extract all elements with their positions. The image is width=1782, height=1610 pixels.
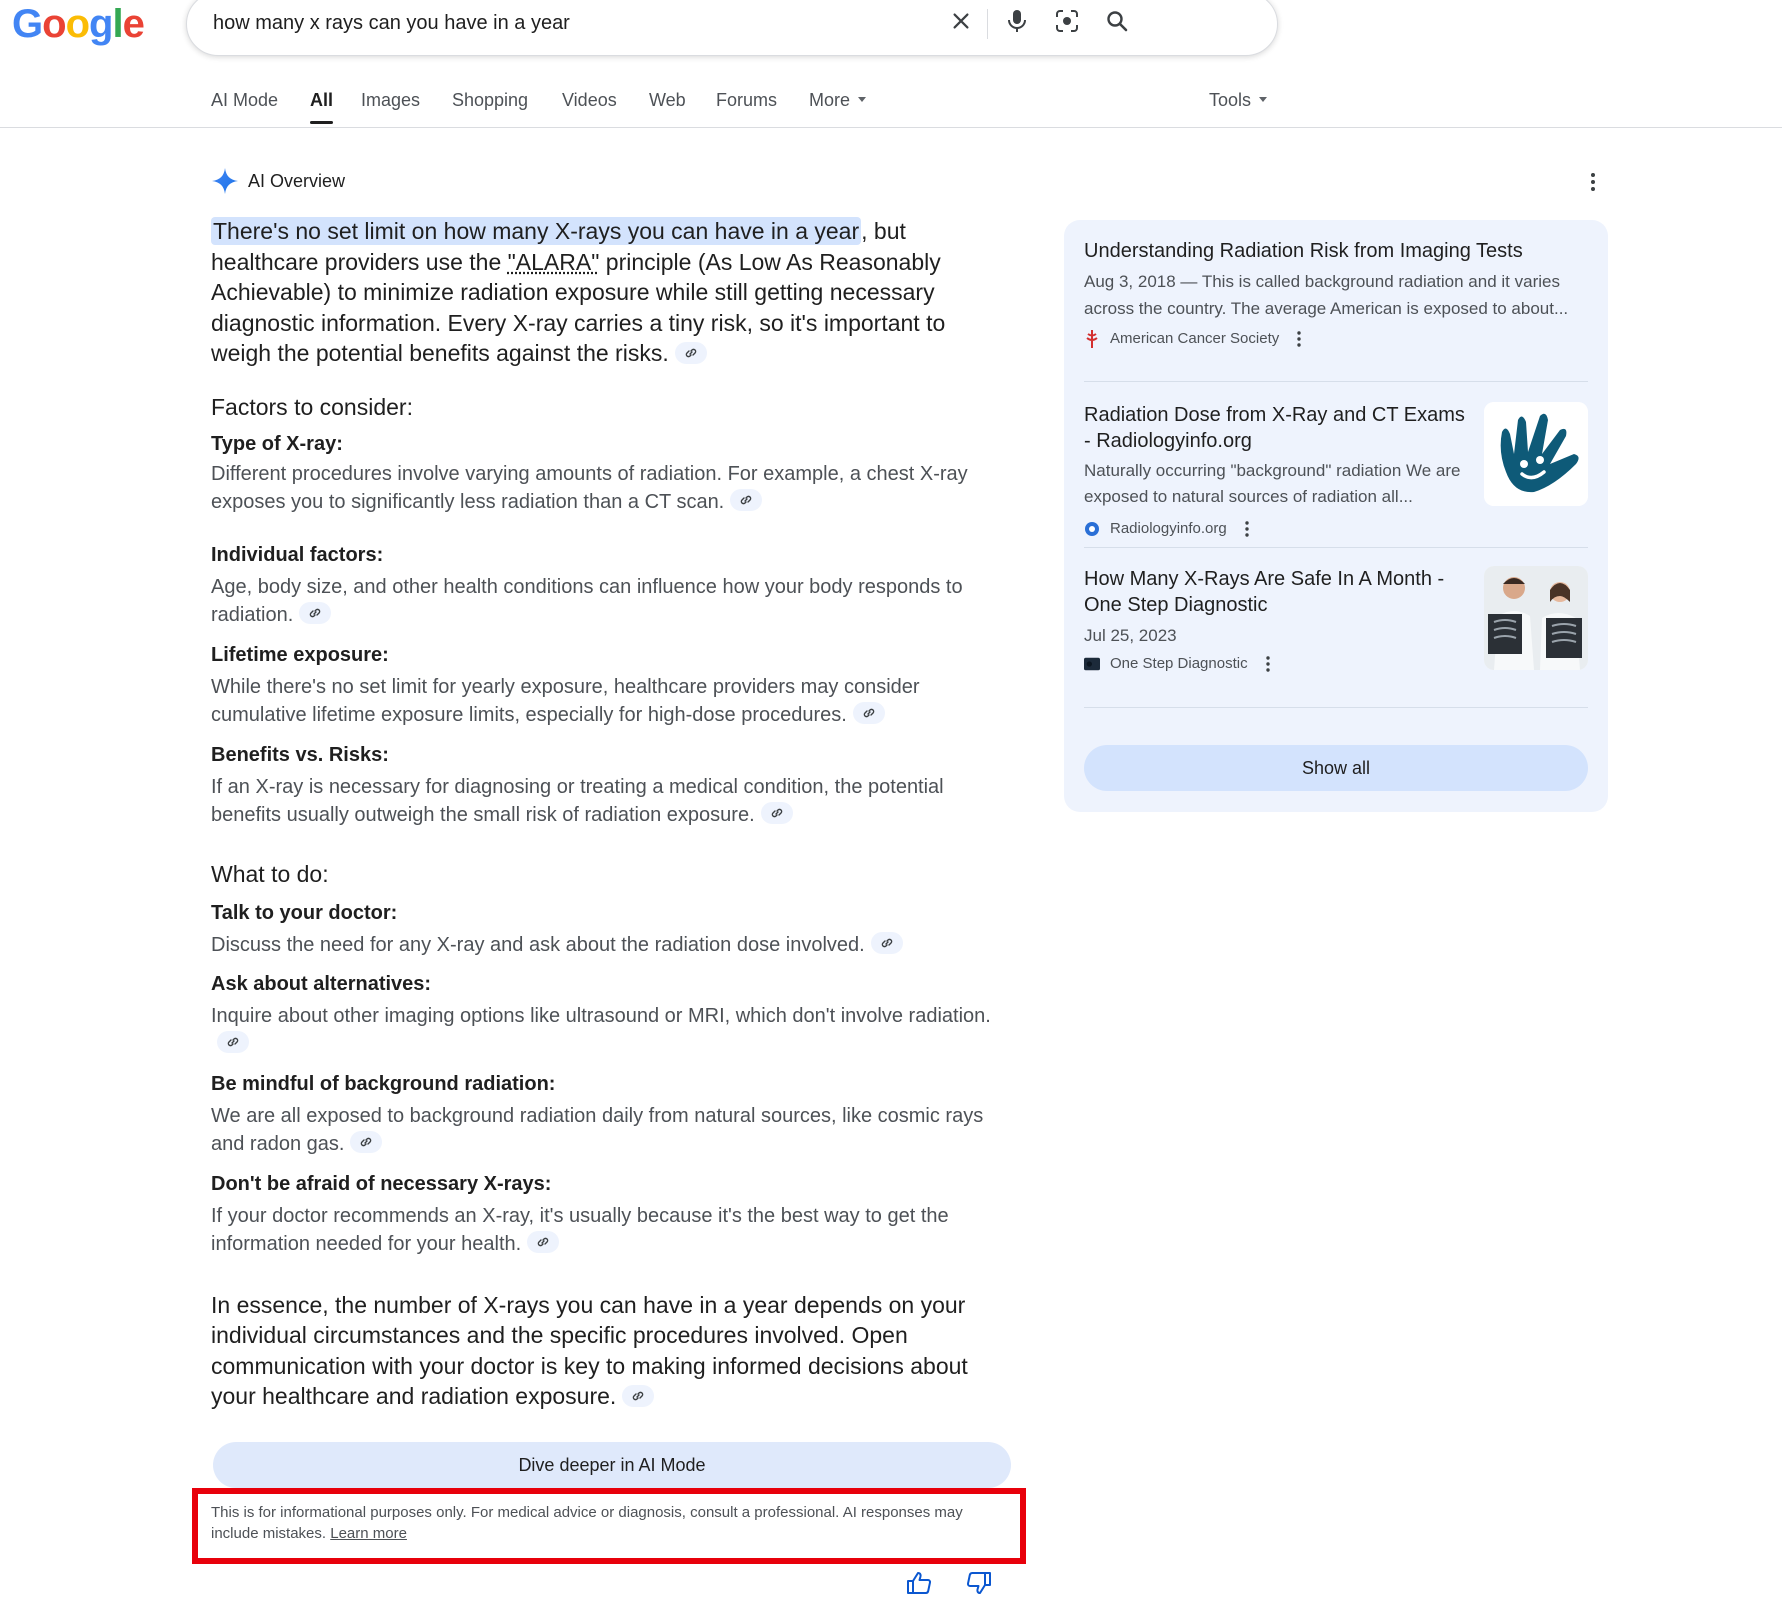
- lead-text: , but healthcare providers use the: [211, 218, 906, 275]
- alara-term[interactable]: "ALARA": [507, 248, 600, 275]
- tab-forums[interactable]: Forums: [716, 90, 778, 110]
- source-meta: [1084, 520, 1588, 537]
- sparkle-icon: [212, 168, 238, 194]
- more-options-icon[interactable]: [1245, 521, 1249, 537]
- citation-link-icon[interactable]: [675, 342, 707, 364]
- item-heading: Talk to your doctor:: [211, 901, 398, 924]
- tab-videos[interactable]: Videos: [562, 90, 617, 110]
- list-item: [211, 433, 1011, 516]
- source-title[interactable]: How Many X-Rays Are Safe In A Month - One Step Diagnostic: [1084, 568, 1445, 616]
- disclaimer-message: This is for informational purposes only. For medical advice or diagnosis, consult a professional. AI responses may include mistakes.: [211, 1504, 963, 1542]
- citation-link-icon[interactable]: [527, 1231, 559, 1253]
- item-body: [211, 931, 1011, 959]
- tab-ai-mode[interactable]: AI Mode: [211, 90, 279, 110]
- citation-link-icon[interactable]: [622, 1385, 654, 1407]
- more-options-icon[interactable]: [1266, 656, 1270, 672]
- learn-more-link[interactable]: Learn more: [330, 1524, 407, 1542]
- logo-letter: G: [12, 2, 43, 46]
- item-body: [211, 773, 1011, 829]
- american-cancer-society-favicon-icon: [1084, 331, 1100, 347]
- source-snippet: Jul 25, 2023: [1084, 626, 1177, 645]
- sources-panel: [1064, 220, 1608, 812]
- source-snippet: Aug 3, 2018 — This is called background radiation and it varies across the country. The average American is exposed to about...: [1084, 272, 1569, 318]
- thumbs-up-icon[interactable]: [906, 1571, 932, 1600]
- list-item: [211, 902, 1011, 959]
- camera-lens-icon[interactable]: [1051, 5, 1083, 37]
- summary-text: In essence, the number of X-rays you can have in a year depends on your individual circumstances and the specific procedures involved. Open communication with your doctor is key to making informed decisions about your healthcare and radiation exposure.: [211, 1291, 968, 1409]
- search-input[interactable]: how many x rays can you have in a year: [213, 12, 570, 34]
- tab-shopping[interactable]: Shopping: [452, 90, 529, 110]
- lead-paragraph: [211, 216, 1011, 369]
- search-icon[interactable]: [1101, 5, 1133, 37]
- item-body-text: While there's no set limit for yearly exposure, healthcare providers may consider cumulative lifetime exposure limits, especially for high-dose procedures.: [211, 675, 920, 726]
- search-divider: [987, 9, 988, 39]
- item-body-text: Different procedures involve varying amounts of radiation. For example, a chest X-ray exposes you to significantly less radiation than a CT scan.: [211, 462, 968, 513]
- item-body: [211, 1202, 1011, 1258]
- source-card[interactable]: [1084, 566, 1588, 708]
- citation-link-icon[interactable]: [350, 1131, 382, 1153]
- item-heading: Don't be afraid of necessary X-rays:: [211, 1172, 552, 1195]
- citation-link-icon[interactable]: [299, 602, 331, 624]
- logo-letter: g: [89, 2, 113, 46]
- tab-all[interactable]: All: [310, 90, 334, 110]
- ai-overview-header: [212, 168, 345, 194]
- item-heading: Benefits vs. Risks:: [211, 743, 389, 766]
- item-body-text: If your doctor recommends an X-ray, it's usually because it's the best way to get the information needed for your health.: [211, 1204, 949, 1255]
- source-site: Radiologyinfo.org: [1110, 520, 1227, 537]
- factors-heading: Factors to consider:: [211, 393, 413, 420]
- more-options-icon[interactable]: [1590, 172, 1596, 197]
- radiologyinfo-hand-logo-image: [1484, 402, 1588, 506]
- tab-web[interactable]: Web: [649, 90, 686, 110]
- source-card[interactable]: [1084, 238, 1588, 382]
- radiologyinfo-favicon-icon: [1084, 521, 1100, 537]
- citation-link-icon[interactable]: [761, 802, 793, 824]
- list-item: [211, 744, 1011, 829]
- source-snippet: Naturally occurring "background" radiation We are exposed to natural sources of radiation all...: [1084, 461, 1461, 506]
- thumbs-down-icon[interactable]: [966, 1571, 992, 1600]
- item-body-text: We are all exposed to background radiation daily from natural sources, like cosmic rays and radon gas.: [211, 1104, 984, 1155]
- list-item: [211, 1073, 1011, 1158]
- item-body-text: Discuss the need for any X-ray and ask about the radiation dose involved.: [211, 933, 865, 956]
- item-heading: Type of X-ray:: [211, 432, 343, 455]
- item-body-text: Inquire about other imaging options like ultrasound or MRI, which don't involve radiation.: [211, 1004, 991, 1027]
- logo-letter: e: [122, 2, 144, 46]
- ai-overview-body: [211, 216, 1011, 1412]
- source-meta: [1084, 330, 1588, 347]
- microphone-icon[interactable]: [1001, 5, 1033, 37]
- source-site: One Step Diagnostic: [1110, 655, 1248, 672]
- disclaimer-text: [211, 1503, 1001, 1544]
- tools-label: Tools: [1209, 90, 1252, 110]
- item-body: [211, 460, 1011, 516]
- highlighted-answer: There's no set limit on how many X-rays you can have in a year: [213, 218, 860, 244]
- tools-button[interactable]: [1209, 90, 1267, 111]
- doctors-xray-photo-image: [1484, 566, 1588, 670]
- tab-more[interactable]: [809, 90, 866, 111]
- one-step-diagnostic-favicon-icon: [1084, 656, 1100, 672]
- tab-more-label: More: [809, 90, 851, 110]
- logo-letter: o: [65, 2, 89, 46]
- source-text-column: [1084, 402, 1474, 510]
- summary-paragraph: [211, 1290, 1011, 1412]
- logo-letter: o: [42, 2, 66, 46]
- item-body: [211, 1102, 1011, 1158]
- logo-letter: l: [112, 2, 123, 46]
- google-logo[interactable]: [12, 2, 144, 47]
- citation-link-icon[interactable]: [730, 489, 762, 511]
- more-options-icon[interactable]: [1297, 331, 1301, 347]
- item-heading: Individual factors:: [211, 543, 384, 566]
- show-all-button[interactable]: Show all: [1084, 745, 1588, 791]
- clear-icon[interactable]: [945, 5, 977, 37]
- list-item: [211, 644, 1011, 729]
- caret-down-icon: [1259, 97, 1267, 102]
- ai-overview-title: AI Overview: [248, 170, 346, 191]
- item-body-text: If an X-ray is necessary for diagnosing or treating a medical condition, the potential benefits usually outweigh the small risk of radiation exposure.: [211, 775, 944, 826]
- citation-link-icon[interactable]: [871, 932, 903, 954]
- citation-link-icon[interactable]: [853, 702, 885, 724]
- item-body: [211, 573, 1011, 629]
- item-body-text: Age, body size, and other health conditions can influence how your body responds to radiation.: [211, 575, 963, 626]
- item-body: [211, 673, 1011, 729]
- dive-deeper-button[interactable]: Dive deeper in AI Mode: [213, 1442, 1011, 1488]
- item-heading: Ask about alternatives:: [211, 972, 432, 995]
- source-card[interactable]: [1084, 402, 1588, 548]
- item-heading: Be mindful of background radiation:: [211, 1072, 556, 1095]
- source-site: American Cancer Society: [1110, 330, 1280, 347]
- search-tabs: [0, 84, 1782, 128]
- lead-text: principle (As Low As Reasonably Achievable) to minimize radiation exposure while still getting necessary diagnostic information. Every X-ray carries a tiny risk, so it's important to weigh the potential benefits against the risks.: [211, 248, 946, 366]
- source-title[interactable]: Understanding Radiation Risk from Imaging Tests: [1084, 240, 1523, 262]
- search-box[interactable]: [186, 0, 1278, 56]
- item-heading: Lifetime exposure:: [211, 643, 389, 666]
- source-text-column: [1084, 566, 1474, 649]
- list-item: [211, 544, 1011, 629]
- source-title[interactable]: Radiation Dose from X-Ray and CT Exams - Radiologyinfo.org: [1084, 404, 1465, 452]
- todo-heading: What to do:: [211, 860, 329, 887]
- list-item: [211, 973, 1011, 1058]
- tab-images[interactable]: Images: [361, 90, 421, 110]
- citation-link-icon[interactable]: [217, 1031, 249, 1053]
- caret-down-icon: [858, 97, 866, 102]
- item-body: [211, 1002, 1011, 1058]
- list-item: [211, 1173, 1011, 1258]
